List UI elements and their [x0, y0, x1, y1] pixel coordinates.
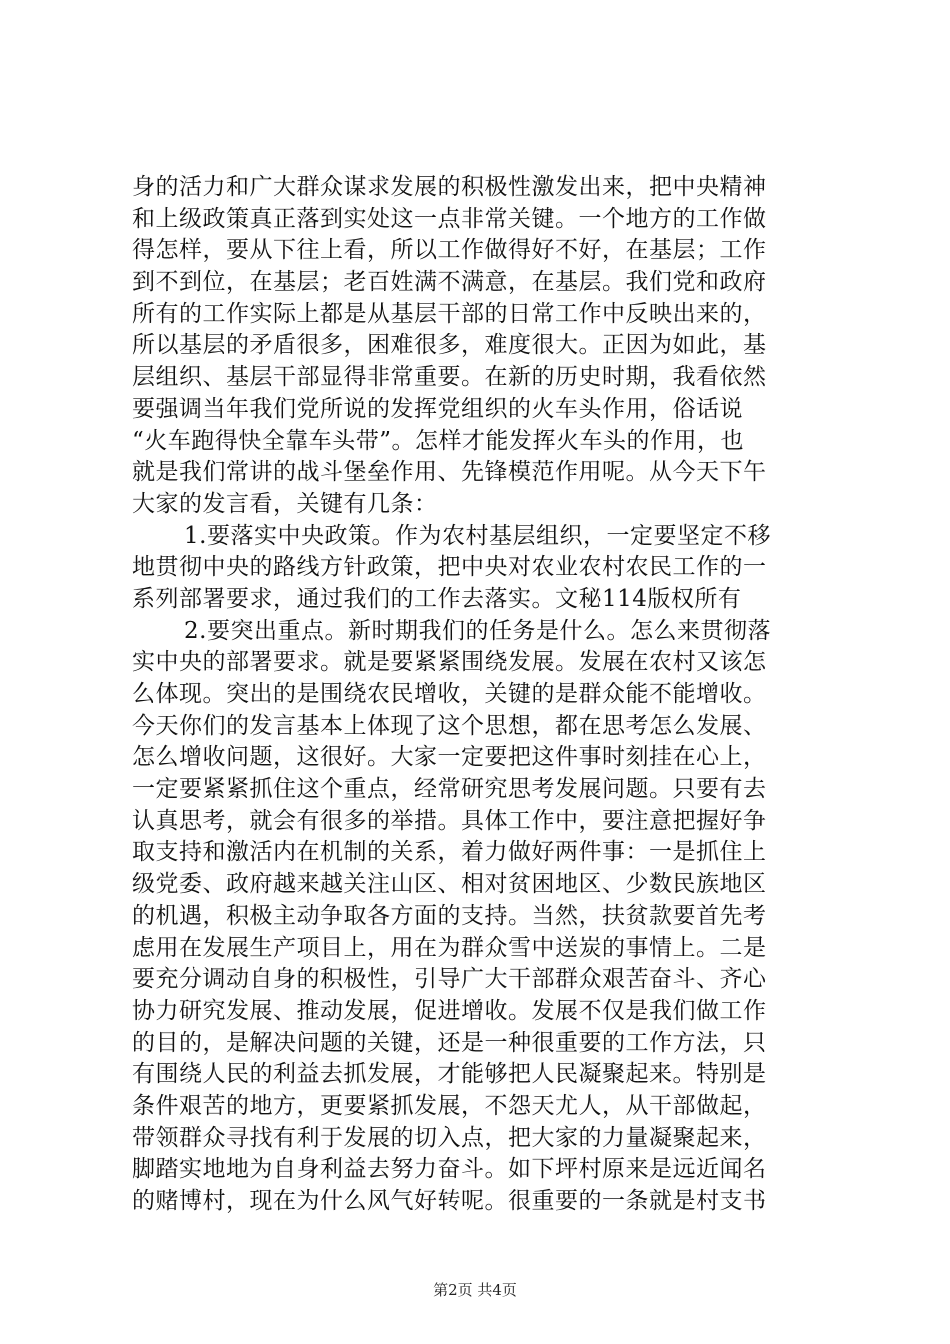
text-line: 大家的发言看，关键有几条： — [132, 490, 438, 517]
text-line: 怎么增收问题，这很好。大家一定要把这件事时刻挂在心上， — [132, 744, 767, 771]
text-line: 层组织、基层干部显得非常重要。在新的历史时期，我看依然 — [132, 364, 767, 391]
text-line: 带领群众寻找有利于发展的切入点，把大家的力量凝聚起来， — [132, 1124, 767, 1151]
text-line: 得怎样，要从下往上看，所以工作做得好不好，在基层；工作 — [132, 237, 767, 264]
text-line: 虑用在发展生产项目上，用在为群众雪中送炭的事情上。二是 — [132, 934, 767, 961]
text-line: 到不到位，在基层；老百姓满不满意，在基层。我们党和政府 — [132, 269, 767, 296]
text-line: 所以基层的矛盾很多，困难很多，难度很大。正因为如此，基 — [132, 332, 767, 359]
text-line: 2.要突出重点。新时期我们的任务是什么。怎么来贯彻落 — [184, 617, 771, 644]
text-line: 么体现。突出的是围绕农民增收，关键的是群众能不能增收。 — [132, 681, 767, 707]
text-line: 今天你们的发言基本上体现了这个思想，都在思考怎么发展、 — [132, 712, 767, 739]
text-line: 系列部署要求，通过我们的工作去落实。文秘114版权所有 — [132, 585, 742, 612]
page-footer: 第2页 共4页 — [433, 1281, 517, 1299]
text-line: 所有的工作实际上都是从基层干部的日常工作中反映出来的， — [132, 300, 767, 327]
text-line: 脚踏实地地为自身利益去努力奋斗。如下坪村原来是远近闻名 — [132, 1156, 767, 1183]
document-body — [132, 172, 822, 1218]
text-line: 就是我们常讲的战斗堡垒作用、先锋模范作用呢。从今天下午 — [132, 459, 767, 486]
text-line: 条件艰苦的地方，更要紧抓发展，不怨天尤人，从干部做起， — [132, 1092, 767, 1119]
text-line: 级党委、政府越来越关注山区、相对贫困地区、少数民族地区 — [132, 871, 767, 898]
text-line: 要充分调动自身的积极性，引导广大干部群众艰苦奋斗、齐心 — [132, 966, 767, 993]
text-line: 身的活力和广大群众谋求发展的积极性激发出来，把中央精神 — [132, 174, 767, 200]
text-line: 协力研究发展、推动发展，促进增收。发展不仅是我们做工作 — [132, 997, 767, 1024]
text-line: 取支持和激活内在机制的关系，着力做好两件事：一是抓住上 — [132, 839, 767, 866]
text-line: 地贯彻中央的路线方针政策，把中央对农业农村农民工作的一 — [132, 554, 767, 581]
text-line: 1.要落实中央政策。作为农村基层组织，一定要坚定不移 — [184, 522, 771, 549]
text-line: 的目的，是解决问题的关键，还是一种很重要的工作方法，只 — [132, 1029, 767, 1056]
text-line: 一定要紧紧抓住这个重点，经常研究思考发展问题。只要有去 — [132, 776, 767, 803]
text-line: 的赌博村，现在为什么风气好转呢。很重要的一条就是村支书 — [132, 1188, 767, 1214]
text-line: 认真思考，就会有很多的举措。具体工作中，要注意把握好争 — [132, 807, 767, 834]
text-line: 实中央的部署要求。就是要紧紧围绕发展。发展在农村又该怎 — [132, 649, 767, 676]
text-line: 要强调当年我们党所说的发挥党组织的火车头作用，俗话说 — [132, 395, 743, 422]
text-line: 和上级政策真正落到实处这一点非常关键。一个地方的工作做 — [132, 205, 767, 232]
text-line: 有围绕人民的利益去抓发展，才能够把人民凝聚起来。特别是 — [132, 1061, 767, 1088]
text-line: “火车跑得快全靠车头带”。怎样才能发挥火车头的作用，也 — [132, 427, 745, 454]
text-line: 的机遇，积极主动争取各方面的支持。当然，扶贫款要首先考 — [132, 902, 767, 929]
